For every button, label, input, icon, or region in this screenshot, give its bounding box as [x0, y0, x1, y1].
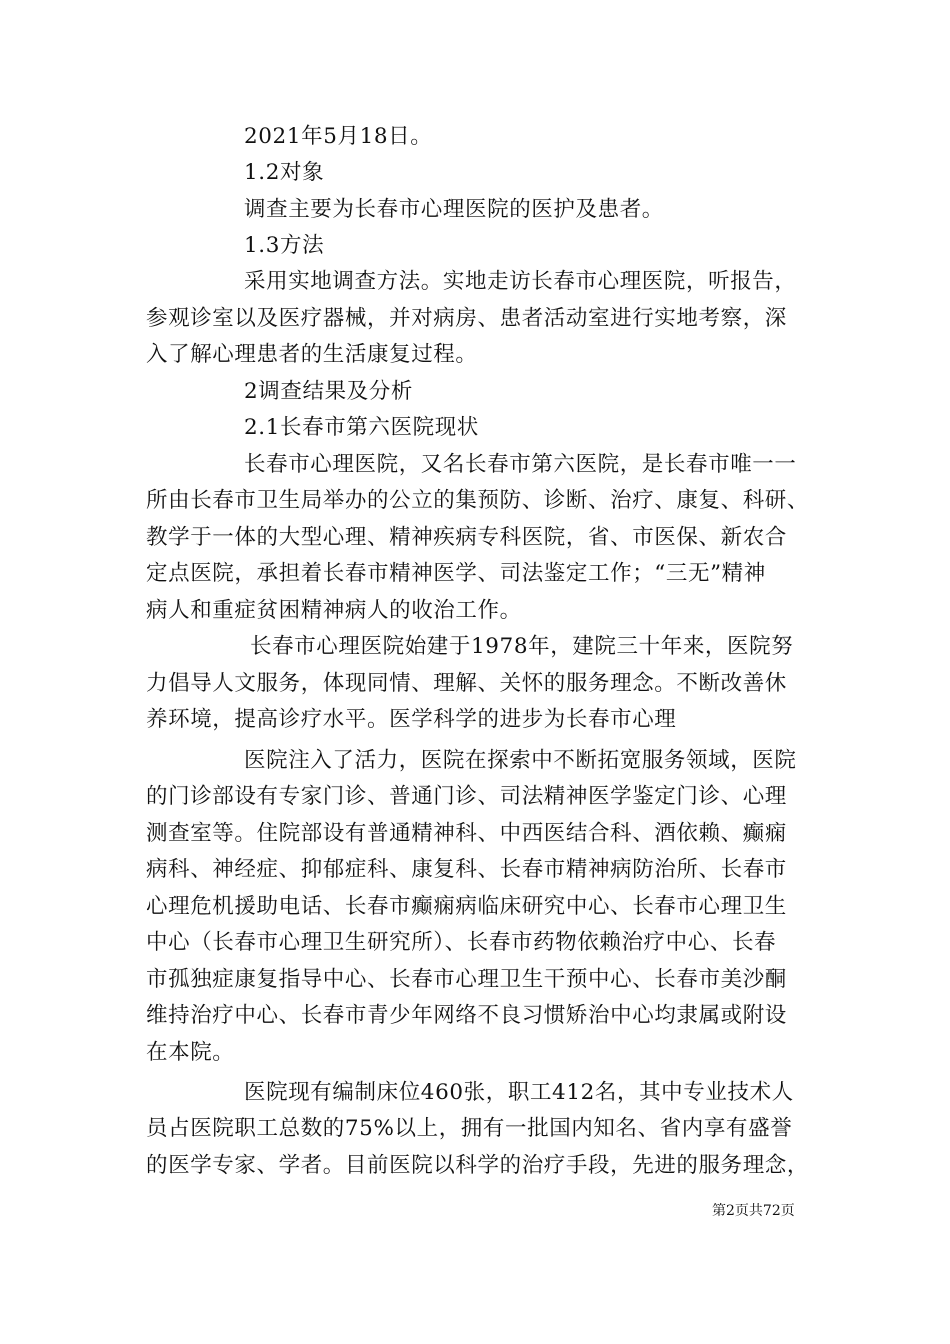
text-line: 教学于一体的大型心理、精神疾病专科医院，省、市医保、新农合: [146, 525, 787, 550]
section-heading-2: 2调查结果及分析: [244, 379, 413, 404]
text-line: 力倡导人文服务，体现同情、理解、关怀的服务理念。不断改善休: [146, 671, 787, 696]
section-heading-1-3: 1.3方法: [244, 233, 325, 258]
text-line: 中心（长春市心理卫生研究所）、长春市药物依赖治疗中心、长春: [146, 930, 777, 955]
text-line: 市孤独症康复指导中心、长春市心理卫生干预中心、长春市美沙酮: [146, 967, 787, 992]
section-heading-1-2: 1.2对象: [244, 160, 325, 185]
page-number-footer: 第2页共72页: [712, 1203, 795, 1219]
text-line: 的医学专家、学者。目前医院以科学的治疗手段，先进的服务理念，: [146, 1153, 810, 1178]
text-line: 维持治疗中心、长春市青少年网络不良习惯矫治中心均隶属或附设: [146, 1003, 787, 1028]
text-line: 医院注入了活力，医院在探索中不断拓宽服务领域，医院: [244, 748, 797, 773]
text-line: 的门诊部设有专家门诊、普通门诊、司法精神医学鉴定门诊、心理: [146, 784, 787, 809]
text-line: 长春市心理医院始建于1978年，建院三十年来，医院努: [250, 634, 794, 659]
text-line: 病科、神经症、抑郁症科、康复科、长春市精神病防治所、长春市: [146, 857, 787, 882]
text-line: 在本院。: [146, 1040, 235, 1065]
text-line: 调查主要为长春市心理医院的医护及患者。: [244, 197, 664, 222]
text-line: 病人和重症贫困精神病人的收治工作。: [146, 598, 522, 623]
text-line: 测查室等。住院部设有普通精神科、中西医结合科、酒依赖、癫痫: [146, 821, 787, 846]
text-line: 医院现有编制床位460张，职工412名，其中专业技术人: [244, 1080, 794, 1105]
text-line-date: 2021年5月18日。: [244, 124, 433, 149]
text-line: 养环境，提高诊疗水平。医学科学的进步为长春市心理: [146, 707, 677, 732]
text-line: 采用实地调查方法。实地走访长春市心理医院，听报告，: [244, 269, 797, 294]
text-line: 长春市心理医院，又名长春市第六医院，是长春市唯一一: [244, 452, 797, 477]
text-line: 定点医院，承担着长春市精神医学、司法鉴定工作；“三无”精神: [146, 561, 766, 586]
text-line: 参观诊室以及医疗器械，并对病房、患者活动室进行实地考察，深: [146, 306, 787, 331]
text-line: 入了解心理患者的生活康复过程。: [146, 342, 478, 367]
text-line: 所由长春市卫生局举办的公立的集预防、诊断、治疗、康复、科研、: [146, 488, 810, 513]
text-line: 心理危机援助电话、长春市癫痫病临床研究中心、长春市心理卫生: [146, 894, 787, 919]
section-heading-2-1: 2.1长春市第六医院现状: [244, 415, 479, 440]
text-line: 员占医院职工总数的75%以上，拥有一批国内知名、省内享有盛誉: [146, 1116, 793, 1141]
